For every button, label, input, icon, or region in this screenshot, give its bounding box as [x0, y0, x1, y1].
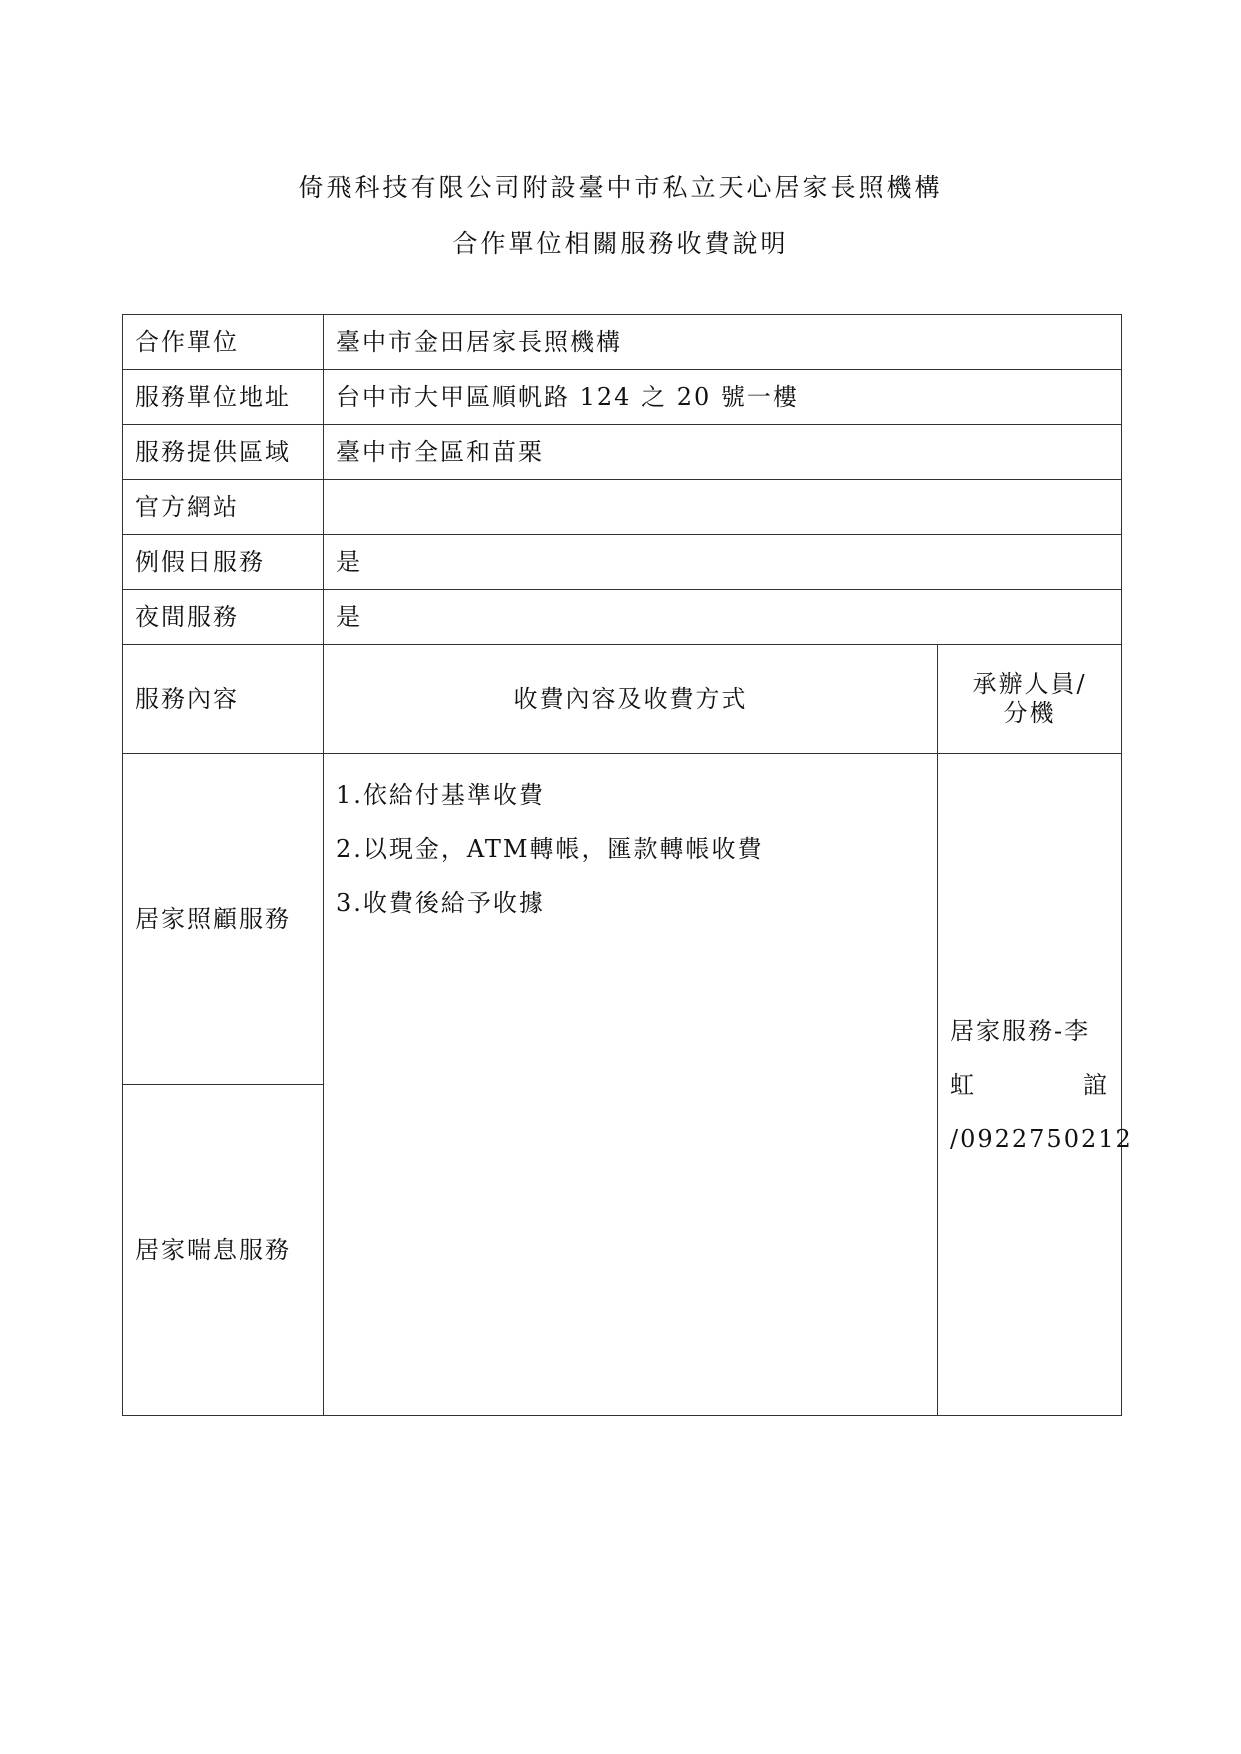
- fee-item: 2.以現金，ATM轉帳，匯款轉帳收費: [336, 835, 764, 863]
- staff-line2: [950, 1058, 1109, 1112]
- service-info-table: [122, 314, 1133, 1416]
- header-staff-line1: 承辦人員/: [972, 670, 1087, 699]
- table-row: [123, 754, 1122, 1085]
- document-title: 倚飛科技有限公司附設臺中市私立天心居家長照機構: [298, 173, 943, 202]
- document-subtitle: 合作單位相關服務收費說明: [452, 229, 789, 258]
- table-header-row: [123, 645, 1122, 754]
- table-row: [123, 370, 1122, 425]
- header-service-content: 服務內容: [123, 645, 324, 754]
- row-label-night-service: 夜間服務: [123, 590, 324, 645]
- row-value-website: [324, 480, 1122, 535]
- row-value-address: 台中市大甲區順帆路 124 之 20 號一樓: [324, 370, 1122, 425]
- staff-name-part: 誼: [1083, 1070, 1109, 1099]
- table-row: [123, 480, 1122, 535]
- table-row: [123, 535, 1122, 590]
- row-label-service-area: 服務提供區域: [123, 425, 324, 480]
- table-row: [123, 425, 1122, 480]
- fee-item: 1.依給付基準收費: [336, 781, 545, 809]
- fee-item: 3.收費後給予收據: [336, 889, 545, 917]
- header-fee-method: 收費內容及收費方式: [324, 645, 938, 754]
- header-staff-line2: 分機: [1003, 699, 1056, 727]
- service-home-care: 居家照顧服務: [123, 754, 324, 1085]
- row-value-service-area: 臺中市全區和苗栗: [324, 425, 1122, 480]
- service-respite-care: 居家喘息服務: [123, 1085, 324, 1416]
- table-row: [123, 315, 1122, 370]
- staff-contact: [938, 754, 1133, 1416]
- header-staff: [938, 645, 1122, 754]
- row-label-website: 官方網站: [123, 480, 324, 535]
- staff-name-part: 虹: [950, 1070, 976, 1099]
- fee-list: [324, 754, 938, 1416]
- staff-line1: 居家服務-李: [950, 1016, 1091, 1045]
- table-row: [123, 590, 1122, 645]
- row-label-partner: 合作單位: [123, 315, 324, 370]
- row-value-holiday-service: 是: [324, 535, 1122, 590]
- row-value-night-service: 是: [324, 590, 1122, 645]
- row-label-holiday-service: 例假日服務: [123, 535, 324, 590]
- staff-phone: /0922750212: [950, 1124, 1133, 1153]
- row-label-address: 服務單位地址: [123, 370, 324, 425]
- row-value-partner: 臺中市金田居家長照機構: [324, 315, 1122, 370]
